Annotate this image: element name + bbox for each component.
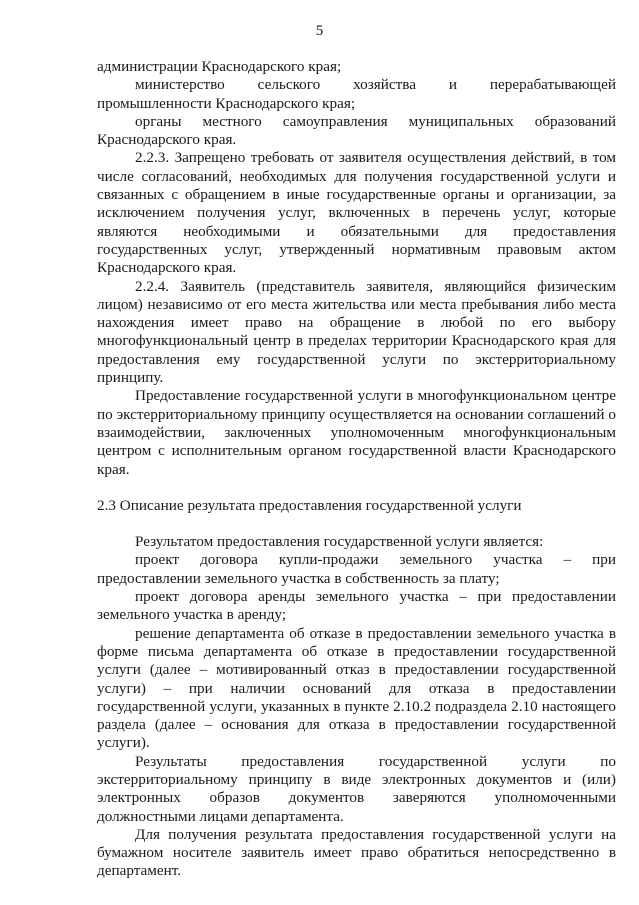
paragraph-clause-2-2-4: 2.2.4. Заявитель (представитель заявителя, являющийся физическим лицом) независимо от его места жительства или места пребывания либо места нахождения имеет право на обращение в любой по его выбору многофункциональный центр в пределах территории Краснодарского края для предоставления ему государственной услуги по экстерриториальному принципу.	[97, 277, 616, 387]
document-body	[97, 58, 616, 881]
paragraph: Результатом предоставления государственной услуги является:	[135, 533, 544, 551]
section-heading: 2.3 Описание результата предоставления государственной услуги	[97, 496, 522, 514]
paragraph: проект договора аренды земельного участка – при предоставлении земельного участка в аренду;	[97, 588, 616, 624]
page-number: 5	[315, 23, 324, 39]
paragraph: министерство сельского хозяйства и перерабатывающей промышленности Краснодарского края;	[97, 76, 616, 112]
paragraph: органы местного самоуправления муниципальных образований Краснодарского края.	[97, 112, 616, 149]
paragraph: Для получения результата предоставления государственной услуги на бумажном носителе заявитель имеет право обратиться непосредственно в департамент.	[97, 825, 616, 880]
paragraph: решение департамента об отказе в предоставлении земельного участка в форме письма департамента об отказе в предоставлении государственной услуги (далее – мотивированный отказ в предоставлении государственной услуги) – при наличии оснований для отказа в предоставлении государственной услуги, указанных в пункте 2.10.2 подраздела 2.10 настоящего раздела (далее – основания для отказа в предоставлении государственной услуги).	[97, 624, 616, 752]
paragraph: администрации Краснодарского края;	[97, 58, 342, 75]
paragraph: Предоставление государственной услуги в многофункциональном центре по экстерриториальному принципу осуществляется на основании соглашений о взаимодействии, заключенных уполномоченным многофункциональным центром с исполнительным органом государственной власти Краснодарского края.	[97, 387, 616, 478]
paragraph: проект договора купли-продажи земельного участка – при предоставлении земельного участка в собственность за плату;	[97, 551, 616, 587]
paragraph: Результаты предоставления государственной услуги по экстерриториальному принципу в виде электронных документов и (или) электронных образов документов заверяются уполномоченными должностными лицами департамента.	[97, 752, 616, 825]
paragraph-clause-2-2-3: 2.2.3. Запрещено требовать от заявителя осуществления действий, в том числе согласований, необходимых для получения государственной услуги и связанных с обращением в иные государственные органы и организации, за исключением получения услуг, включенных в перечень услуг, которые являются необходимыми и обязательными для предоставления государственных услуг, утвержденный нормативным правовым актом Краснодарского края.	[97, 149, 616, 277]
